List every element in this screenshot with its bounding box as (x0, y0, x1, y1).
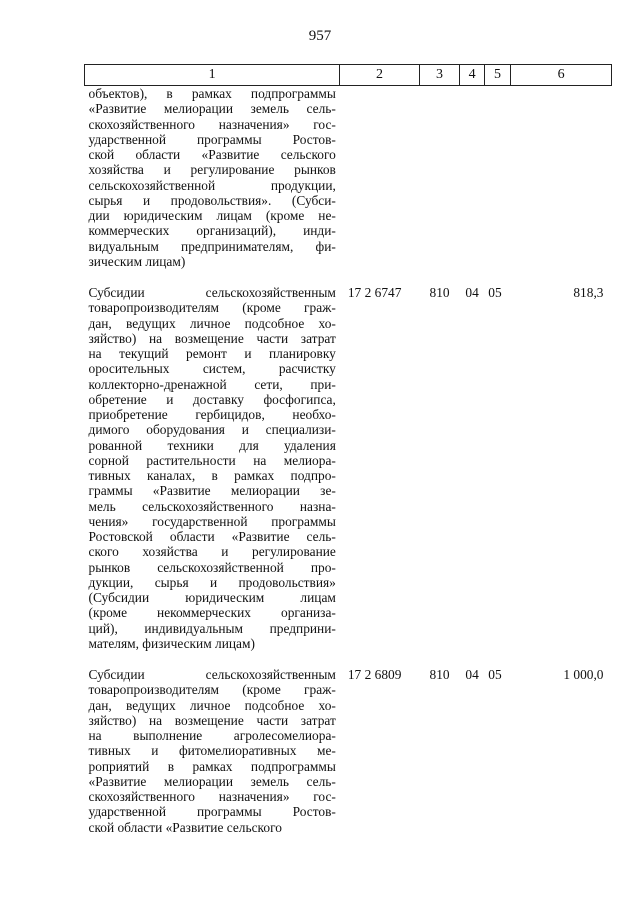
row-subsection: 05 (488, 667, 502, 682)
description-line: ской области «Развитие сельского (88, 819, 282, 835)
description-line: тивных каналах, в рамках подпро- (88, 468, 336, 483)
description-line: ударственной программы Ростов- (88, 804, 336, 820)
header-col-6: 6 (511, 65, 612, 86)
description-line: сорной растительности на мелиора- (88, 452, 336, 468)
description-line: оросительных систем, расчистку (88, 361, 336, 377)
page-number: 957 (308, 28, 332, 44)
description-line: зяйство) на возмещение части затрат (88, 712, 336, 728)
table-body (85, 86, 612, 851)
description-line: дан, ведущих личное подсобное хо- (88, 315, 336, 331)
description-line: скохозяйственного назначения» гос- (88, 116, 336, 132)
description-line: скохозяйственного назначения» гос- (88, 789, 336, 804)
description-line: мателям, физическим лицам) (88, 635, 255, 651)
description-line: тивных и фитомелиоративных ме- (88, 743, 336, 759)
description-line: ций), индивидуальным предприни- (88, 620, 336, 636)
row-section: 04 (465, 667, 479, 682)
description-line: «Развитие мелиорации земель сель- (88, 101, 336, 117)
description-line: Субсидии сельскохозяйственным (88, 667, 336, 682)
table-row (85, 86, 612, 286)
description-line: объектов), в рамках подпрограммы (88, 86, 336, 101)
description-line: сельскохозяйственной продукции, (88, 177, 336, 193)
description-line: Субсидии сельскохозяйственным (88, 285, 336, 300)
description-line: роприятий в рамках подпрограммы (88, 758, 336, 774)
header-col-1: 1 (85, 65, 340, 86)
header-col-2: 2 (340, 65, 419, 86)
table-header (85, 65, 612, 86)
row-expense-type: 810 (429, 285, 450, 300)
description-line: обретение и доставку фосфогипса, (88, 391, 336, 407)
description-line: (Субсидии юридическим лицам (88, 590, 336, 605)
description-line: товаропроизводителям (кроме граж- (88, 300, 336, 316)
table-row (85, 285, 612, 667)
row-section: 04 (465, 285, 479, 300)
row-subsection: 05 (488, 285, 502, 300)
description-line: хозяйства и регулирование рынков (88, 162, 336, 178)
budget-table (84, 64, 612, 851)
description-line: дукции, сырья и продовольствия» (88, 574, 336, 590)
description-line: ского хозяйства и регулирование (88, 544, 336, 560)
row-amount: 1 000,0 (563, 667, 604, 682)
table-row (85, 667, 612, 851)
description-line: сырья и продовольствия». (Субси- (88, 192, 336, 208)
description-line: ударственной программы Ростов- (88, 131, 336, 147)
row-description (85, 86, 340, 286)
header-col-5: 5 (484, 65, 510, 86)
description-line: граммы «Развитие мелиорации зе- (88, 483, 336, 499)
description-line: зяйство) на возмещение части затрат (88, 330, 336, 346)
description-line: мель сельскохозяйственного назна- (88, 498, 336, 514)
description-line: коммерческих организаций), инди- (88, 223, 336, 239)
description-line: рынков сельскохозяйственной про- (88, 559, 336, 575)
row-description (85, 667, 340, 851)
header-col-4: 4 (460, 65, 484, 86)
row-amount: 818,3 (573, 285, 604, 300)
description-line: видуальным предпринимателям, фи- (88, 238, 336, 254)
description-line: ской области «Развитие сельского (88, 147, 336, 162)
description-line: дии юридическим лицам (кроме не- (88, 208, 336, 223)
description-line: «Развитие мелиорации земель сель- (88, 773, 336, 789)
row-expense-type (419, 86, 460, 286)
row-target-code (340, 86, 419, 286)
description-line: на текущий ремонт и планировку (88, 346, 336, 361)
row-target-code: 17 2 6809 (347, 667, 402, 682)
description-line: чения» государственной программы (88, 513, 336, 529)
description-line: коллекторно-дренажной сети, при- (88, 376, 336, 392)
description-line: (кроме некоммерческих организа- (88, 605, 336, 621)
header-col-3: 3 (419, 65, 460, 86)
description-line: Ростовской области «Развитие сель- (88, 529, 336, 544)
description-line: дан, ведущих личное подсобное хо- (88, 697, 336, 713)
row-expense-type: 810 (429, 667, 450, 682)
row-description (85, 285, 340, 667)
description-line: димого оборудования и специализи- (88, 422, 336, 438)
row-subsection (484, 86, 510, 286)
description-line: на выполнение агролесомелиора- (88, 728, 336, 743)
row-amount (511, 86, 612, 286)
description-line: приобретение гербицидов, необхо- (88, 407, 336, 422)
description-line: товаропроизводителям (кроме граж- (88, 682, 336, 698)
row-target-code: 17 2 6747 (347, 285, 402, 300)
row-section (460, 86, 484, 286)
description-line: зическим лицам) (88, 253, 186, 269)
description-line: рованной техники для удаления (88, 437, 336, 453)
